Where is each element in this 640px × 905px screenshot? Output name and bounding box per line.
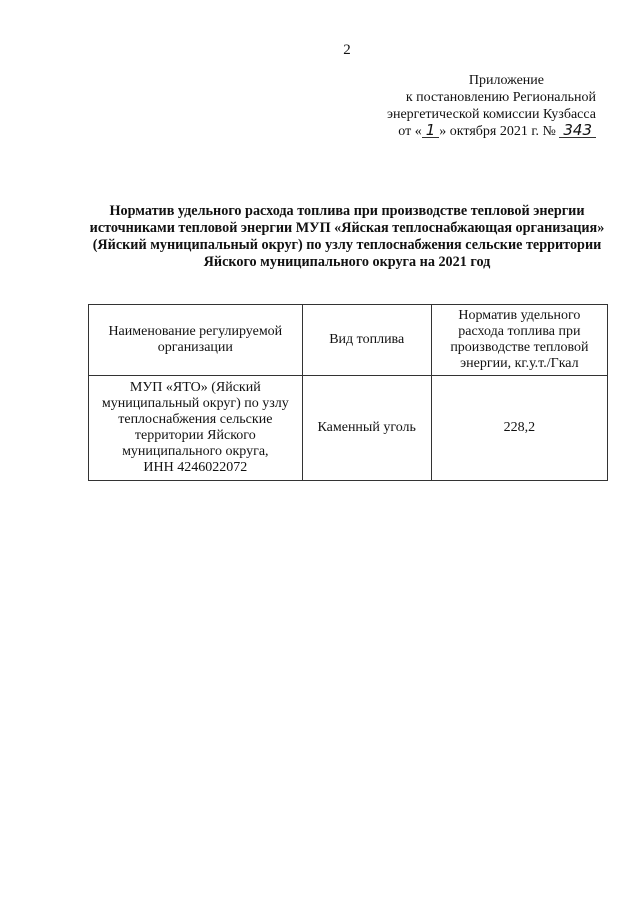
date-middle: » октября 2021 г. № [439,124,556,139]
appendix-line-commission: энергетической комиссии Кузбасса [386,107,596,122]
table-row [89,376,608,481]
appendix-line-resolution: к постановлению Региональной [405,90,596,105]
cell-norm [431,376,607,481]
table-header-row [89,305,608,376]
page-number: 2 [343,42,351,58]
appendix-title: Приложение [468,73,544,88]
cell-fuel [302,376,431,481]
norm-table [88,304,608,481]
header-fuel [302,305,431,376]
handwritten-number: 343 [559,123,596,138]
appendix-date-line [330,123,596,140]
date-prefix: от « [398,124,422,139]
header-norm-text: Норматив удельного расхода топлива при производстве тепловой энергии, кг.у.т./Гкал [450,308,589,371]
appendix-block [330,72,596,140]
header-fuel-text: Вид топлива [329,332,405,347]
cell-fuel-text: Каменный уголь [317,420,416,435]
document-title: Норматив удельного расхода топлива при производстве тепловой энергии источниками тепловой энергии МУП «Яйская теплоснабжающая организация» (Яйский муниципальный округ) по узлу теплоснабжения сельские территории Яйского муниципального округа на 2021 год [89,203,605,270]
header-organization [89,305,303,376]
cell-organization [89,376,303,481]
cell-organization-text: МУП «ЯТО» (Яйский муниципальный округ) по узлу теплоснабжения сельские территории Яйского муниципального округа, ИНН 4246022072 [101,380,289,475]
cell-norm-text: 228,2 [503,420,536,435]
header-norm [431,305,607,376]
handwritten-day: 1 [422,123,440,138]
header-organization-text: Наименование регулируемой организации [108,324,283,355]
